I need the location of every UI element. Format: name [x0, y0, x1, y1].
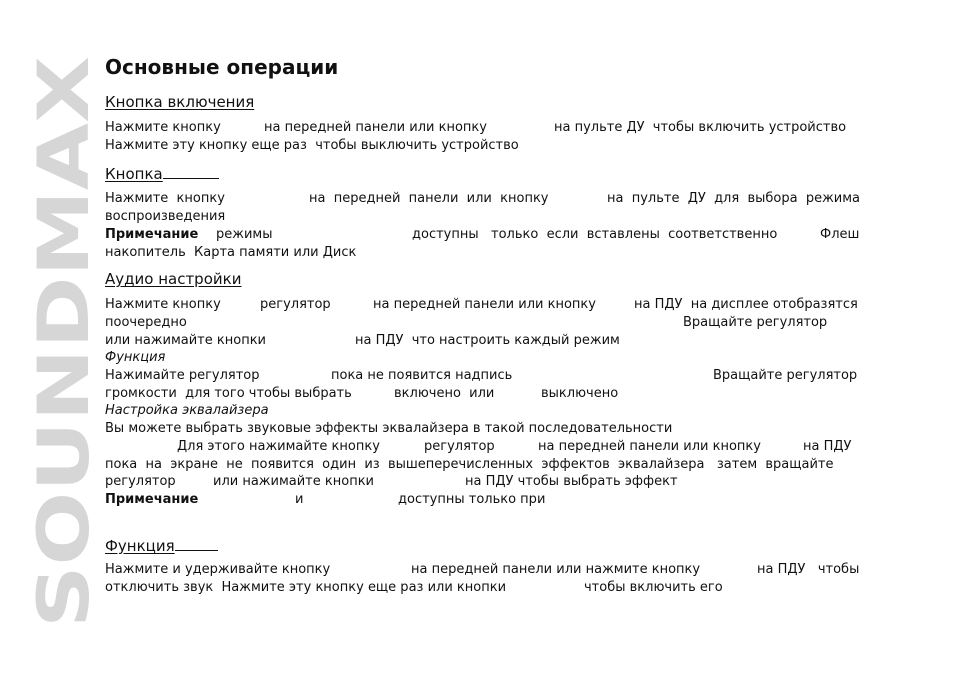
function-l1-b: на передней панели или нажмите кнопку: [411, 562, 701, 577]
mode-heading-blank: [163, 164, 219, 179]
audio-note-b: доступны только при: [398, 492, 546, 507]
audio-l3-a: или нажимайте кнопки: [105, 333, 266, 348]
audio-f1-l1-a: Нажимайте регулятор: [105, 368, 260, 383]
audio-l1-c: на передней панели или кнопку: [373, 297, 596, 312]
function-heading-blank: [175, 536, 218, 551]
power-l1-c: на пульте ДУ чтобы включить устройство: [554, 120, 847, 135]
mode-l3-b: доступны только если вставлены соответственно: [412, 227, 778, 242]
audio-eq-l2-a: Для этого нажимайте кнопку: [177, 439, 380, 454]
function-l1-a: Нажмите и удерживайте кнопку: [105, 562, 331, 577]
equalizer-subtitle: Настройка эквалайзера: [105, 403, 269, 418]
power-l1-a: Нажмите кнопку: [105, 120, 221, 135]
audio-eq-l1: Вы можете выбрать звуковые эффекты эквалайзера в такой последовательности: [105, 421, 673, 436]
section-heading-power: Кнопка включения: [105, 93, 255, 111]
function-l2-a: отключить звук Нажмите эту кнопку еще раз или кнопки: [105, 580, 507, 595]
function-subtitle: Функция: [105, 350, 166, 365]
mode-heading-text: Кнопка: [105, 165, 163, 183]
soundmax-logo: [23, 54, 105, 630]
audio-note-a: и: [295, 492, 304, 507]
mode-l1-b: на передней панели или кнопку: [309, 191, 549, 206]
audio-eq-l2-d: на ПДУ: [803, 439, 852, 454]
section-heading-mode: [105, 164, 219, 183]
audio-eq-l2-b: регулятор: [424, 439, 495, 454]
mode-l3-a: режимы: [216, 227, 273, 242]
mode-l2: воспроизведения: [105, 209, 226, 224]
mode-l1-a: Нажмите кнопку: [105, 191, 225, 206]
page-title: Основные операции: [105, 55, 339, 79]
audio-l3-b: на ПДУ что настроить каждый режим: [355, 333, 620, 348]
audio-f1-l1-c: Вращайте регулятор: [713, 368, 858, 383]
mode-l1-c: на пульте ДУ для выбора режима: [607, 191, 861, 206]
function-l1-c: на ПДУ чтобы: [757, 562, 860, 577]
function-heading-text: Функция: [105, 537, 175, 555]
mode-l3-c: Флеш: [820, 227, 860, 242]
audio-f1-l2-a: громкости для того чтобы выбрать: [105, 386, 352, 401]
mode-l4: накопитель Карта памяти или Диск: [105, 245, 357, 260]
power-l1-b: на передней панели или кнопку: [264, 120, 487, 135]
audio-eq-l4-a: регулятор: [105, 474, 176, 489]
audio-eq-l4-b: или нажимайте кнопки: [213, 474, 374, 489]
audio-f1-l1-b: пока не появится надпись: [331, 368, 513, 383]
audio-eq-l4-c: на ПДУ чтобы выбрать эффект: [465, 474, 678, 489]
audio-eq-l2-c: на передней панели или кнопку: [538, 439, 761, 454]
audio-l1-d: на ПДУ на дисплее отобразятся: [634, 297, 858, 312]
audio-l1-a: Нажмите кнопку: [105, 297, 221, 312]
audio-l2-b: Вращайте регулятор: [683, 315, 828, 330]
audio-f1-l2-b: включено или: [394, 386, 495, 401]
soundmax-logo-text: SOUNDMAX: [23, 166, 105, 628]
audio-eq-l3: пока на экране не появится один из вышеперечисленных эффектов эквалайзера затем вращайте: [105, 457, 834, 472]
audio-l1-b: регулятор: [260, 297, 331, 312]
section-heading-function: [105, 536, 218, 555]
section-heading-audio: Аудио настройки: [105, 270, 242, 288]
audio-l2-a: поочередно: [105, 315, 187, 330]
mode-note-label: Примечание: [105, 227, 199, 242]
audio-note-label: Примечание: [105, 492, 199, 507]
function-l2-b: чтобы включить его: [584, 580, 723, 595]
power-l2: Нажмите эту кнопку еще раз чтобы выключить устройство: [105, 138, 519, 153]
audio-f1-l2-c: выключено: [541, 386, 619, 401]
